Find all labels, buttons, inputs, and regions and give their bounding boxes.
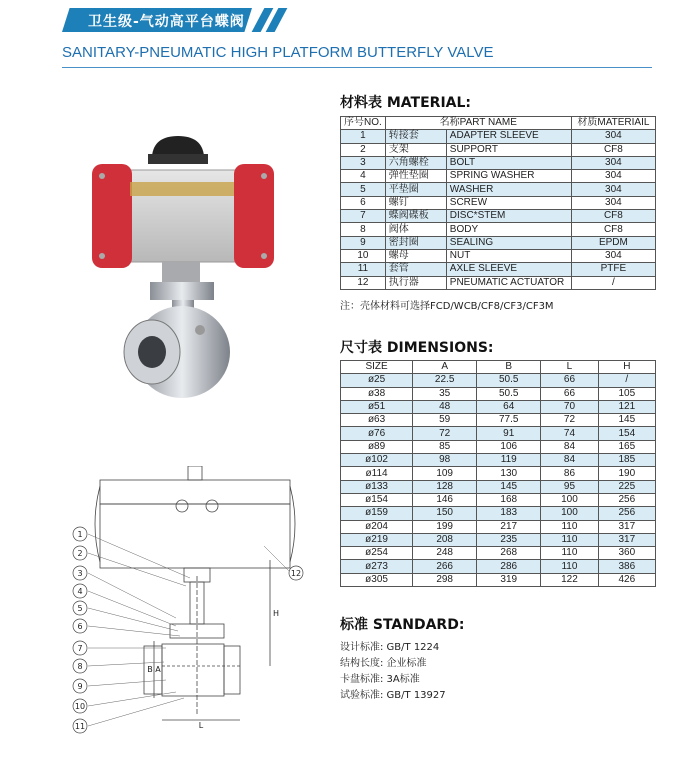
dimension-row (341, 374, 656, 387)
dimension-cell: 110 (541, 547, 598, 560)
dimension-row (341, 520, 656, 533)
material-col-name: 名称PART NAME (385, 117, 571, 130)
material-col-material: 材质MATERIAIL (571, 117, 655, 130)
material-row (341, 249, 656, 262)
dim-label-a: A (155, 665, 161, 674)
dimension-cell: 64 (477, 400, 541, 413)
material-cell-en: BOLT (446, 156, 571, 169)
material-cell-cn: 转接套 (385, 130, 446, 143)
dimension-cell: 50.5 (477, 387, 541, 400)
material-cell-en: DISC*STEM (446, 210, 571, 223)
dimension-cell: ø114 (341, 467, 413, 480)
standard-line: 设计标准: GB/T 1224 (340, 642, 440, 653)
dimension-cell: 122 (541, 573, 598, 586)
material-cell-en: NUT (446, 249, 571, 262)
standard-line: 结构长度: 企业标准 (340, 658, 427, 669)
dimension-cell: 190 (598, 467, 655, 480)
material-cell-mat: 304 (571, 170, 655, 183)
dimension-cell: 154 (598, 427, 655, 440)
dimension-cell: 217 (477, 520, 541, 533)
dimension-cell: 110 (541, 520, 598, 533)
dimension-cell: 130 (477, 467, 541, 480)
dimension-cell: 199 (413, 520, 477, 533)
material-row (341, 263, 656, 276)
standard-line: 卡盘标准: 3A标准 (340, 674, 420, 685)
dimension-cell: ø133 (341, 480, 413, 493)
material-cell-no: 5 (341, 183, 386, 196)
dimension-row (341, 467, 656, 480)
dimension-cell: 85 (413, 440, 477, 453)
material-row (341, 183, 656, 196)
dimension-cell: 110 (541, 533, 598, 546)
dimension-cell: 119 (477, 454, 541, 467)
title-divider (62, 67, 652, 68)
dim-col-l: L (541, 361, 598, 374)
dimension-cell: ø89 (341, 440, 413, 453)
material-cell-mat: 304 (571, 156, 655, 169)
material-cell-no: 7 (341, 210, 386, 223)
material-cell-cn: 螺钉 (385, 196, 446, 209)
dimension-cell: 145 (477, 480, 541, 493)
product-photo (90, 120, 280, 420)
dimension-cell: 100 (541, 493, 598, 506)
dimension-cell: ø159 (341, 507, 413, 520)
callout-1: 1 (77, 530, 83, 539)
dimensions-heading: 尺寸表 DIMENSIONS: (340, 340, 494, 356)
dimension-cell: 22.5 (413, 374, 477, 387)
dimension-cell: 248 (413, 547, 477, 560)
dimension-cell: 70 (541, 400, 598, 413)
dim-col-size: SIZE (341, 361, 413, 374)
callout-3: 3 (77, 569, 83, 578)
dimension-cell: 286 (477, 560, 541, 573)
dimension-cell: ø154 (341, 493, 413, 506)
dimension-cell: 91 (477, 427, 541, 440)
dimension-cell: 298 (413, 573, 477, 586)
dimension-cell: 426 (598, 573, 655, 586)
callout-5: 5 (77, 604, 83, 613)
dimension-cell: 386 (598, 560, 655, 573)
standard-heading: 标准 STANDARD: (340, 617, 465, 633)
dimension-row (341, 493, 656, 506)
dimension-row (341, 454, 656, 467)
dimension-cell: ø38 (341, 387, 413, 400)
dimension-cell: 72 (541, 414, 598, 427)
dimension-cell: 317 (598, 520, 655, 533)
material-row (341, 130, 656, 143)
dimension-cell: 110 (541, 560, 598, 573)
material-row (341, 143, 656, 156)
material-row (341, 196, 656, 209)
page-title-en: SANITARY-PNEUMATIC HIGH PLATFORM BUTTERFLY VALVE (62, 44, 494, 61)
dimension-cell: 74 (541, 427, 598, 440)
material-cell-en: WASHER (446, 183, 571, 196)
header-banner (62, 8, 292, 32)
material-cell-no: 10 (341, 249, 386, 262)
dimension-cell: 72 (413, 427, 477, 440)
callout-7: 7 (77, 644, 83, 653)
dimension-cell: 185 (598, 454, 655, 467)
material-row (341, 156, 656, 169)
dimension-cell: ø51 (341, 400, 413, 413)
dimension-row (341, 547, 656, 560)
material-cell-mat: 304 (571, 130, 655, 143)
dimension-cell: ø76 (341, 427, 413, 440)
material-cell-en: SPRING WASHER (446, 170, 571, 183)
dimension-cell: 84 (541, 440, 598, 453)
dimension-cell: 225 (598, 480, 655, 493)
dimension-row (341, 480, 656, 493)
material-cell-en: SUPPORT (446, 143, 571, 156)
dimension-cell: 84 (541, 454, 598, 467)
material-cell-en: BODY (446, 223, 571, 236)
material-cell-mat: 304 (571, 183, 655, 196)
material-cell-en: SEALING (446, 236, 571, 249)
dimension-cell: 66 (541, 374, 598, 387)
material-cell-no: 3 (341, 156, 386, 169)
dimension-cell: 35 (413, 387, 477, 400)
dimension-row (341, 573, 656, 586)
callout-9: 9 (77, 682, 83, 691)
material-cell-no: 11 (341, 263, 386, 276)
dimension-cell: 106 (477, 440, 541, 453)
material-cell-no: 6 (341, 196, 386, 209)
material-cell-en: SCREW (446, 196, 571, 209)
dimension-cell: 168 (477, 493, 541, 506)
material-row (341, 236, 656, 249)
dim-label-b: B (147, 665, 153, 674)
dimension-row (341, 560, 656, 573)
dimension-cell: 268 (477, 547, 541, 560)
material-cell-no: 4 (341, 170, 386, 183)
callout-10: 10 (74, 702, 86, 711)
dimension-cell: 145 (598, 414, 655, 427)
material-cell-mat: CF8 (571, 223, 655, 236)
material-cell-mat: 304 (571, 249, 655, 262)
dimension-cell: 121 (598, 400, 655, 413)
dimension-cell: 109 (413, 467, 477, 480)
dimensions-header-row (341, 361, 656, 374)
material-cell-cn: 弹性垫圈 (385, 170, 446, 183)
dimension-cell: ø219 (341, 533, 413, 546)
dimension-cell: 66 (541, 387, 598, 400)
dim-col-a: A (413, 361, 477, 374)
dimension-cell: ø204 (341, 520, 413, 533)
callout-8: 8 (77, 662, 83, 671)
dimension-row (341, 400, 656, 413)
dimension-row (341, 387, 656, 400)
callout-11: 11 (74, 722, 86, 731)
dimension-cell: 50.5 (477, 374, 541, 387)
dimension-cell: 266 (413, 560, 477, 573)
dimension-cell: ø305 (341, 573, 413, 586)
dimension-row (341, 427, 656, 440)
material-cell-mat: PTFE (571, 263, 655, 276)
dimension-cell: 235 (477, 533, 541, 546)
material-note: 注：壳体材料可选择FCD/WCB/CF8/CF3/CF3M (340, 301, 554, 312)
material-table (340, 116, 656, 290)
dimension-cell: / (598, 374, 655, 387)
dimension-cell: 77.5 (477, 414, 541, 427)
material-cell-cn: 蝶阀碟板 (385, 210, 446, 223)
dimension-cell: 183 (477, 507, 541, 520)
material-cell-mat: CF8 (571, 210, 655, 223)
dimension-cell: 86 (541, 467, 598, 480)
dimension-cell: 165 (598, 440, 655, 453)
dimension-cell: 360 (598, 547, 655, 560)
callout-12: 12 (290, 569, 302, 578)
dimension-cell: 98 (413, 454, 477, 467)
page-title-cn: 卫生级-气动高平台蝶阀 (88, 14, 245, 30)
material-cell-cn: 密封圈 (385, 236, 446, 249)
dimension-cell: 105 (598, 387, 655, 400)
material-heading: 材料表 MATERIAL: (340, 95, 472, 111)
material-cell-cn: 支架 (385, 143, 446, 156)
material-cell-no: 9 (341, 236, 386, 249)
material-cell-en: AXLE SLEEVE (446, 263, 571, 276)
dimension-cell: ø273 (341, 560, 413, 573)
dimension-cell: 150 (413, 507, 477, 520)
dimension-cell: ø102 (341, 454, 413, 467)
material-cell-no: 2 (341, 143, 386, 156)
material-cell-mat: EPDM (571, 236, 655, 249)
dimension-row (341, 533, 656, 546)
dimension-cell: 256 (598, 507, 655, 520)
callout-4: 4 (77, 587, 83, 596)
dimension-cell: 319 (477, 573, 541, 586)
material-cell-cn: 螺母 (385, 249, 446, 262)
dim-col-b: B (477, 361, 541, 374)
dimension-cell: 95 (541, 480, 598, 493)
callout-2: 2 (77, 549, 83, 558)
dimensions-table (340, 360, 656, 587)
dim-col-h: H (598, 361, 655, 374)
material-cell-cn: 六角螺栓 (385, 156, 446, 169)
dim-label-h: H (272, 609, 280, 618)
dimension-row (341, 440, 656, 453)
material-cell-en: PNEUMATIC ACTUATOR (446, 276, 571, 289)
dimension-cell: 48 (413, 400, 477, 413)
material-row (341, 210, 656, 223)
material-col-no: 序号NO. (341, 117, 386, 130)
standard-line: 试验标准: GB/T 13927 (340, 690, 446, 701)
dimension-row (341, 507, 656, 520)
material-cell-en: ADAPTER SLEEVE (446, 130, 571, 143)
dimension-cell: 128 (413, 480, 477, 493)
material-cell-cn: 执行器 (385, 276, 446, 289)
technical-drawing (66, 466, 326, 756)
dim-label-l: L (198, 721, 204, 730)
dimension-cell: ø63 (341, 414, 413, 427)
dimension-row (341, 414, 656, 427)
callout-6: 6 (77, 622, 83, 631)
material-cell-mat: CF8 (571, 143, 655, 156)
dimension-cell: 146 (413, 493, 477, 506)
material-cell-no: 1 (341, 130, 386, 143)
dimension-cell: 100 (541, 507, 598, 520)
material-cell-no: 12 (341, 276, 386, 289)
dimension-cell: 317 (598, 533, 655, 546)
material-header-row (341, 117, 656, 130)
material-cell-cn: 平垫圈 (385, 183, 446, 196)
material-cell-mat: / (571, 276, 655, 289)
dimension-cell: ø25 (341, 374, 413, 387)
material-row (341, 276, 656, 289)
dimension-cell: ø254 (341, 547, 413, 560)
material-row (341, 223, 656, 236)
material-row (341, 170, 656, 183)
material-cell-cn: 套管 (385, 263, 446, 276)
material-cell-no: 8 (341, 223, 386, 236)
material-cell-cn: 阀体 (385, 223, 446, 236)
dimension-cell: 256 (598, 493, 655, 506)
dimension-cell: 208 (413, 533, 477, 546)
material-cell-mat: 304 (571, 196, 655, 209)
dimension-cell: 59 (413, 414, 477, 427)
